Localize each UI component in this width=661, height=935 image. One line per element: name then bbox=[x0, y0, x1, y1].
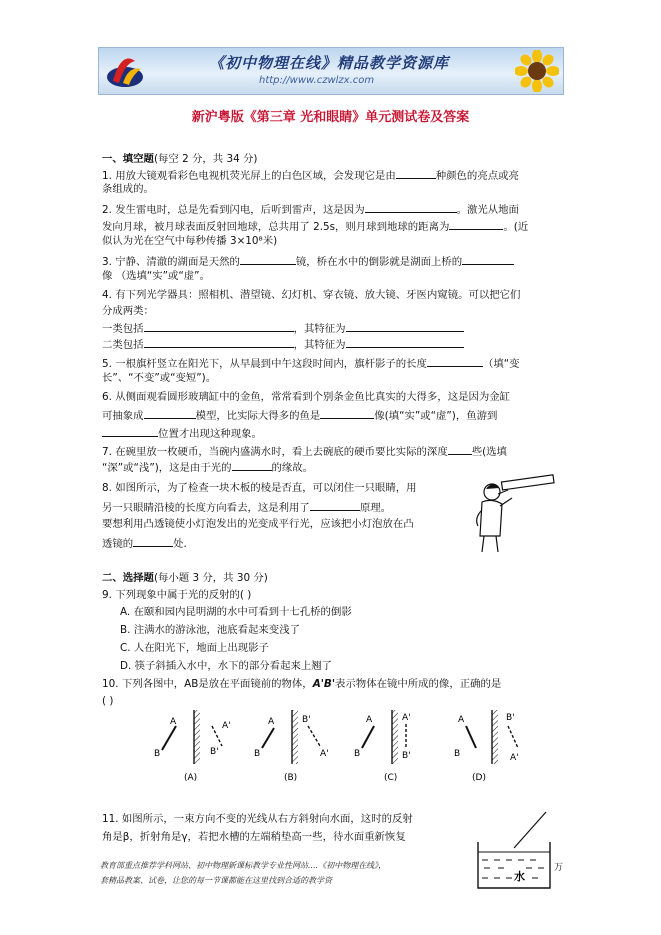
q2-text-b: 。激光从地面 bbox=[456, 204, 519, 216]
figure-option-a[interactable] bbox=[154, 710, 231, 783]
fd-caption: (D) bbox=[472, 773, 486, 783]
q4-line1 bbox=[102, 288, 520, 302]
mirror-image-figures bbox=[150, 706, 520, 786]
section1-note: (每空 2 分，共 34 分) bbox=[153, 153, 258, 165]
q1-text-c: 条组成的。 bbox=[102, 183, 154, 195]
q7-line1 bbox=[102, 443, 507, 459]
q4-text-b: 分成两类： bbox=[102, 305, 154, 317]
fc-label-a1: A' bbox=[402, 713, 411, 723]
q7-line2 bbox=[102, 459, 313, 475]
q7-blank1[interactable] bbox=[448, 443, 472, 455]
q8-text-d: 要想利用凸透镜使小灯泡发出的光变成平行光，应该把小灯泡放在凸 bbox=[102, 518, 414, 530]
q5-text-b: （填“变 bbox=[482, 358, 520, 370]
fa-label-b1: B' bbox=[210, 747, 219, 757]
q4-text-a: 4. 有下列光学器具：照相机、潜望镜、幻灯机、穿衣镜、放大镜、牙医内窥镜。可以把它们 bbox=[102, 289, 521, 301]
q10-text-a: 10. 下列各图中，AB是放在平面镜前的物体， bbox=[102, 678, 313, 690]
q3-text-b: 镜，桥在水中的倒影就是湖面上桥的 bbox=[295, 256, 463, 268]
q3-blank2[interactable] bbox=[462, 253, 514, 265]
section2-heading: 二、选择题 bbox=[102, 572, 154, 584]
q4-text-d2: ，其特征为 bbox=[293, 339, 346, 351]
q4-text-c1: 一类包括 bbox=[102, 323, 144, 335]
section2-note: (每小题 3 分，共 30 分) bbox=[153, 572, 268, 584]
q1-line2 bbox=[102, 182, 154, 196]
q8-text-f: 处. bbox=[173, 538, 187, 550]
fb-caption: (B) bbox=[284, 773, 298, 783]
q4-text-c2: ，其特征为 bbox=[293, 323, 346, 335]
q2-line1 bbox=[102, 201, 519, 217]
plank-sighting-figure bbox=[466, 474, 556, 554]
figure-option-c[interactable] bbox=[354, 710, 411, 783]
q8-line1 bbox=[102, 481, 417, 495]
q3-line2 bbox=[102, 269, 210, 283]
fd-label-b: B bbox=[454, 749, 461, 759]
q2-text-d: 。(近 bbox=[503, 221, 529, 233]
fd-label-a1: A' bbox=[510, 753, 519, 763]
q2-blank2[interactable] bbox=[449, 218, 503, 230]
fc-label-a: A bbox=[366, 715, 373, 725]
q2-line3 bbox=[102, 234, 277, 248]
fa-label-a: A bbox=[170, 717, 177, 727]
q4-blank2[interactable] bbox=[346, 320, 464, 332]
q4-text-d1: 二类包括 bbox=[102, 339, 144, 351]
q6-blank3[interactable] bbox=[102, 425, 158, 437]
fd-label-b1: B' bbox=[506, 713, 515, 723]
q8-text-e: 透镜的 bbox=[102, 538, 134, 550]
q8-line2 bbox=[102, 499, 391, 515]
fd-label-a: A bbox=[458, 715, 465, 725]
q3-blank1[interactable] bbox=[240, 253, 296, 265]
fc-label-b: B bbox=[354, 749, 361, 759]
q9-option-a[interactable]: A. 在颐和园内昆明湖的水中可看到十七孔桥的倒影 bbox=[120, 606, 352, 618]
q6-blank1[interactable] bbox=[144, 407, 196, 419]
q6-text-a: 6. 从侧面观看圆形玻璃缸中的金鱼，常常看到个别条金鱼比真实的大得多，这是因为金缸 bbox=[102, 391, 511, 403]
q8-text-c: 原理。 bbox=[359, 502, 391, 514]
q6-text-e: 位置才出现这种现象。 bbox=[158, 428, 262, 440]
fa-label-a1: A' bbox=[222, 721, 231, 731]
q7-text-c: “深”或“浅”)，这是由于光的 bbox=[102, 462, 232, 474]
q2-text-c: 发向月球，被月球表面反射回地球，总共用了 2.5s，则月球到地球的距离为 bbox=[102, 221, 450, 233]
q8-blank1[interactable] bbox=[310, 499, 360, 511]
footer-line1-tail: 万 bbox=[554, 863, 564, 873]
fa-caption: (A) bbox=[184, 773, 198, 783]
fa-label-b: B bbox=[154, 749, 161, 759]
q4-line4 bbox=[102, 336, 464, 352]
q6-text-d: 像(填“实”或“虚”)，鱼游到 bbox=[374, 410, 498, 422]
q7-text-d: 的缘故。 bbox=[271, 462, 314, 474]
fc-label-b1: B' bbox=[402, 751, 411, 761]
q6-line3 bbox=[102, 425, 262, 441]
q3-text-c: 像 （选填“实”或“虚”。 bbox=[102, 270, 210, 282]
q9-stem: 9. 下列现象中属于光的反射的( ) bbox=[102, 589, 252, 601]
water-label: 水 bbox=[514, 870, 525, 883]
section2-heading-line bbox=[102, 571, 268, 585]
document-title: 新沪粤版《第三章 光和眼睛》单元测试卷及答案 bbox=[191, 110, 470, 125]
q4-blank4[interactable] bbox=[346, 336, 464, 348]
fb-label-b1: B' bbox=[302, 715, 311, 725]
q7-blank2[interactable] bbox=[232, 459, 272, 471]
q7-text-a: 7. 在碗里放一枚硬币，当碗内盛满水时，看上去碗底的硬币要比实际的深度 bbox=[102, 446, 448, 458]
q8-line4 bbox=[102, 535, 187, 551]
fb-label-a1: A' bbox=[320, 749, 329, 759]
sunflower-icon bbox=[515, 50, 559, 92]
q10-text-b: 表示物体在镜中所成的像，正确的是 bbox=[335, 678, 502, 690]
q8-text-b: 另一只眼睛沿棱的长度方向看去，这是利用了 bbox=[102, 502, 310, 514]
q4-blank3[interactable] bbox=[144, 336, 294, 348]
fb-label-a: A bbox=[268, 717, 275, 727]
q4-line3 bbox=[102, 320, 464, 336]
q1-line1 bbox=[102, 167, 519, 183]
site-banner bbox=[98, 47, 564, 95]
q8-line3 bbox=[102, 517, 414, 531]
q7-text-b: 些(选填 bbox=[471, 446, 507, 458]
q9-option-c[interactable]: C. 人在阳光下，地面上出现影子 bbox=[120, 642, 269, 654]
section1-heading: 一、填空题 bbox=[102, 153, 154, 165]
q9-option-b[interactable]: B. 注满水的游泳池，池底看起来变浅了 bbox=[120, 624, 300, 636]
q5-line2 bbox=[102, 371, 216, 385]
q10-stem-line1 bbox=[102, 677, 501, 691]
footer-line2: 套精品教案、试卷，让您的每一节课都能在这里找到合适的教学资 bbox=[100, 876, 332, 885]
figure-option-b[interactable] bbox=[254, 710, 329, 783]
q10-stem-line2: ( ) bbox=[102, 695, 114, 707]
section1-heading-line bbox=[102, 152, 257, 166]
banner-url[interactable]: http://www.czwlzx.com bbox=[259, 75, 375, 86]
q1-text-b: 种颜色的亮点或亮 bbox=[435, 170, 519, 182]
q11-line2: 角是β，折射角是γ，若把水槽的左端稍垫高一些，待水面重新恢复 bbox=[102, 831, 406, 843]
q11-line1: 11. 如图所示，一束方向不变的光线从右方斜射向水面，这时的反射 bbox=[102, 813, 413, 825]
q5-blank[interactable] bbox=[427, 355, 483, 367]
footer-text1: 教育部重点推荐学科网站、初中物理新课标教学专业性网站....《初中物理在线》， bbox=[100, 861, 387, 870]
q4-line2 bbox=[102, 304, 154, 318]
q8-blank2[interactable] bbox=[133, 535, 173, 547]
q3-line1 bbox=[102, 253, 514, 269]
q6-line2 bbox=[102, 407, 497, 423]
fb-label-b: B bbox=[254, 749, 261, 759]
q1-text-a: 1. 用放大镜观看彩色电视机荧光屏上的白色区域，会发现它是由 bbox=[102, 170, 396, 182]
q6-blank2[interactable] bbox=[320, 407, 374, 419]
footer-line1 bbox=[100, 860, 570, 871]
q5-text-a: 5. 一根旗杆竖立在阳光下，从早晨到中午这段时间内，旗杆影子的长度 bbox=[102, 358, 427, 370]
site-logo-icon bbox=[105, 51, 145, 91]
q2-blank1[interactable] bbox=[365, 201, 457, 213]
banner-title: 《初中物理在线》精品教学资源库 bbox=[209, 54, 450, 72]
q6-text-c: 模型，比实际大得多的鱼是 bbox=[195, 410, 321, 422]
q2-line2 bbox=[102, 218, 528, 234]
q9-option-d[interactable]: D. 筷子斜插入水中，水下的部分看起来上翘了 bbox=[120, 660, 333, 672]
q3-text-a: 3. 宁静、清澈的湖面是天然的 bbox=[102, 256, 240, 268]
q4-blank1[interactable] bbox=[144, 320, 294, 332]
fc-caption: (C) bbox=[384, 773, 398, 783]
figure-option-d[interactable] bbox=[454, 710, 519, 783]
q8-text-a: 8. 如图所示，为了检查一块木板的棱是否直，可以闭住一只眼睛，用 bbox=[102, 482, 417, 494]
q6-text-b: 可抽象成 bbox=[102, 410, 144, 422]
q2-text-e: 似认为光在空气中每秒传播 3×10⁸米) bbox=[102, 235, 278, 247]
q6-line1 bbox=[102, 390, 510, 404]
q2-text-a: 2. 发生雷电时，总是先看到闪电，后听到雷声，这是因为 bbox=[102, 204, 365, 216]
q5-text-c: 长”、“不变”或“变短”)。 bbox=[102, 372, 217, 384]
q5-line1 bbox=[102, 355, 520, 371]
q1-blank[interactable] bbox=[396, 167, 436, 179]
q10-text-ab: A'B' bbox=[312, 678, 336, 690]
